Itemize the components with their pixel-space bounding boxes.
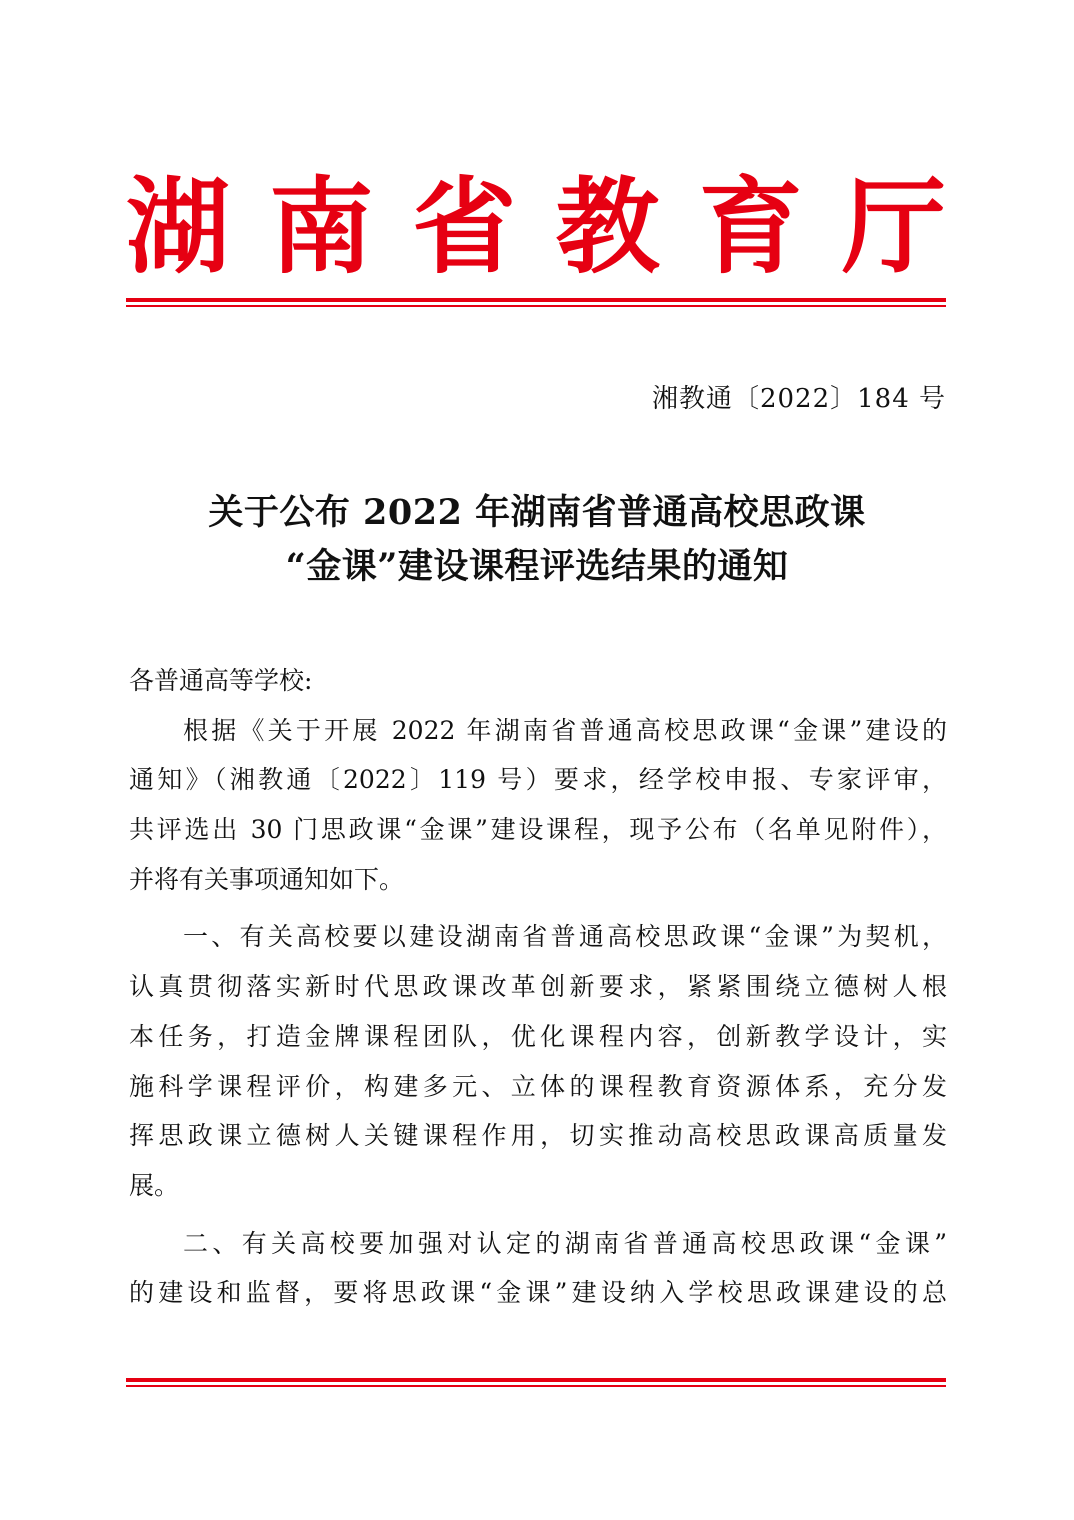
footer-divider-thin: [126, 1385, 946, 1387]
header-char: 省: [412, 165, 517, 288]
paragraph-line: 认真贯彻落实新时代思政课改革创新要求，紧紧围绕立德树人根: [129, 972, 947, 1002]
paragraph-gap: [129, 904, 947, 912]
paragraph-3: [129, 1219, 947, 1318]
footer-divider-thick: [126, 1378, 946, 1382]
title-line-1: 关于公布 2022 年湖南省普通高校思政课: [208, 492, 866, 533]
header-char: 厅: [841, 165, 946, 288]
paragraph-line: 二、有关高校要加强对认定的湖南省普通高校思政课“金课”: [183, 1228, 947, 1258]
header-divider: [126, 298, 946, 307]
paragraph-line: 施科学课程评价，构建多元、立体的课程教育资源体系，充分发: [129, 1071, 947, 1101]
header-char: 育: [698, 165, 803, 288]
salutation: 各普通高等学校:: [129, 666, 313, 695]
paragraph-gap: [129, 1211, 947, 1219]
paragraph-line: 通知》（湘教通〔2022〕119 号）要求，经学校申报、专家评审，: [129, 765, 947, 795]
document-title: [120, 486, 954, 594]
header-char: 南: [269, 165, 374, 288]
title-line-2: “金课”建设课程评选结果的通知: [285, 546, 789, 587]
header-divider-thin: [126, 305, 946, 307]
document-body: [129, 656, 947, 1318]
paragraph-2: [129, 912, 947, 1210]
paragraph-line: 共评选出 30 门思政课“金课”建设课程，现予公布（名单见附件），: [129, 815, 947, 845]
paragraph-1: [129, 706, 947, 905]
header-char: 教: [555, 165, 660, 288]
paragraph-line: 本任务，打造金牌课程团队，优化课程内容，创新教学设计，实: [129, 1021, 947, 1051]
issuing-authority-header: [126, 162, 946, 292]
paragraph-line: 根据《关于开展 2022 年湖南省普通高校思政课“金课”建设的: [183, 715, 947, 745]
paragraph-line: 挥思政课立德树人关键课程作用，切实推动高校思政课高质量发: [129, 1121, 947, 1151]
header-divider-thick: [126, 298, 946, 302]
footer-divider: [126, 1378, 946, 1387]
paragraph-line: 并将有关事项通知如下。: [129, 864, 405, 894]
paragraph-line: 的建设和监督，要将思政课“金课”建设纳入学校思政课建设的总: [129, 1278, 947, 1308]
document-number: 湘教通〔2022〕184 号: [651, 384, 946, 414]
paragraph-line: 展。: [129, 1170, 180, 1200]
header-char: 湖: [126, 165, 231, 288]
paragraph-line: 一、有关高校要以建设湖南省普通高校思政课“金课”为契机，: [183, 922, 947, 952]
